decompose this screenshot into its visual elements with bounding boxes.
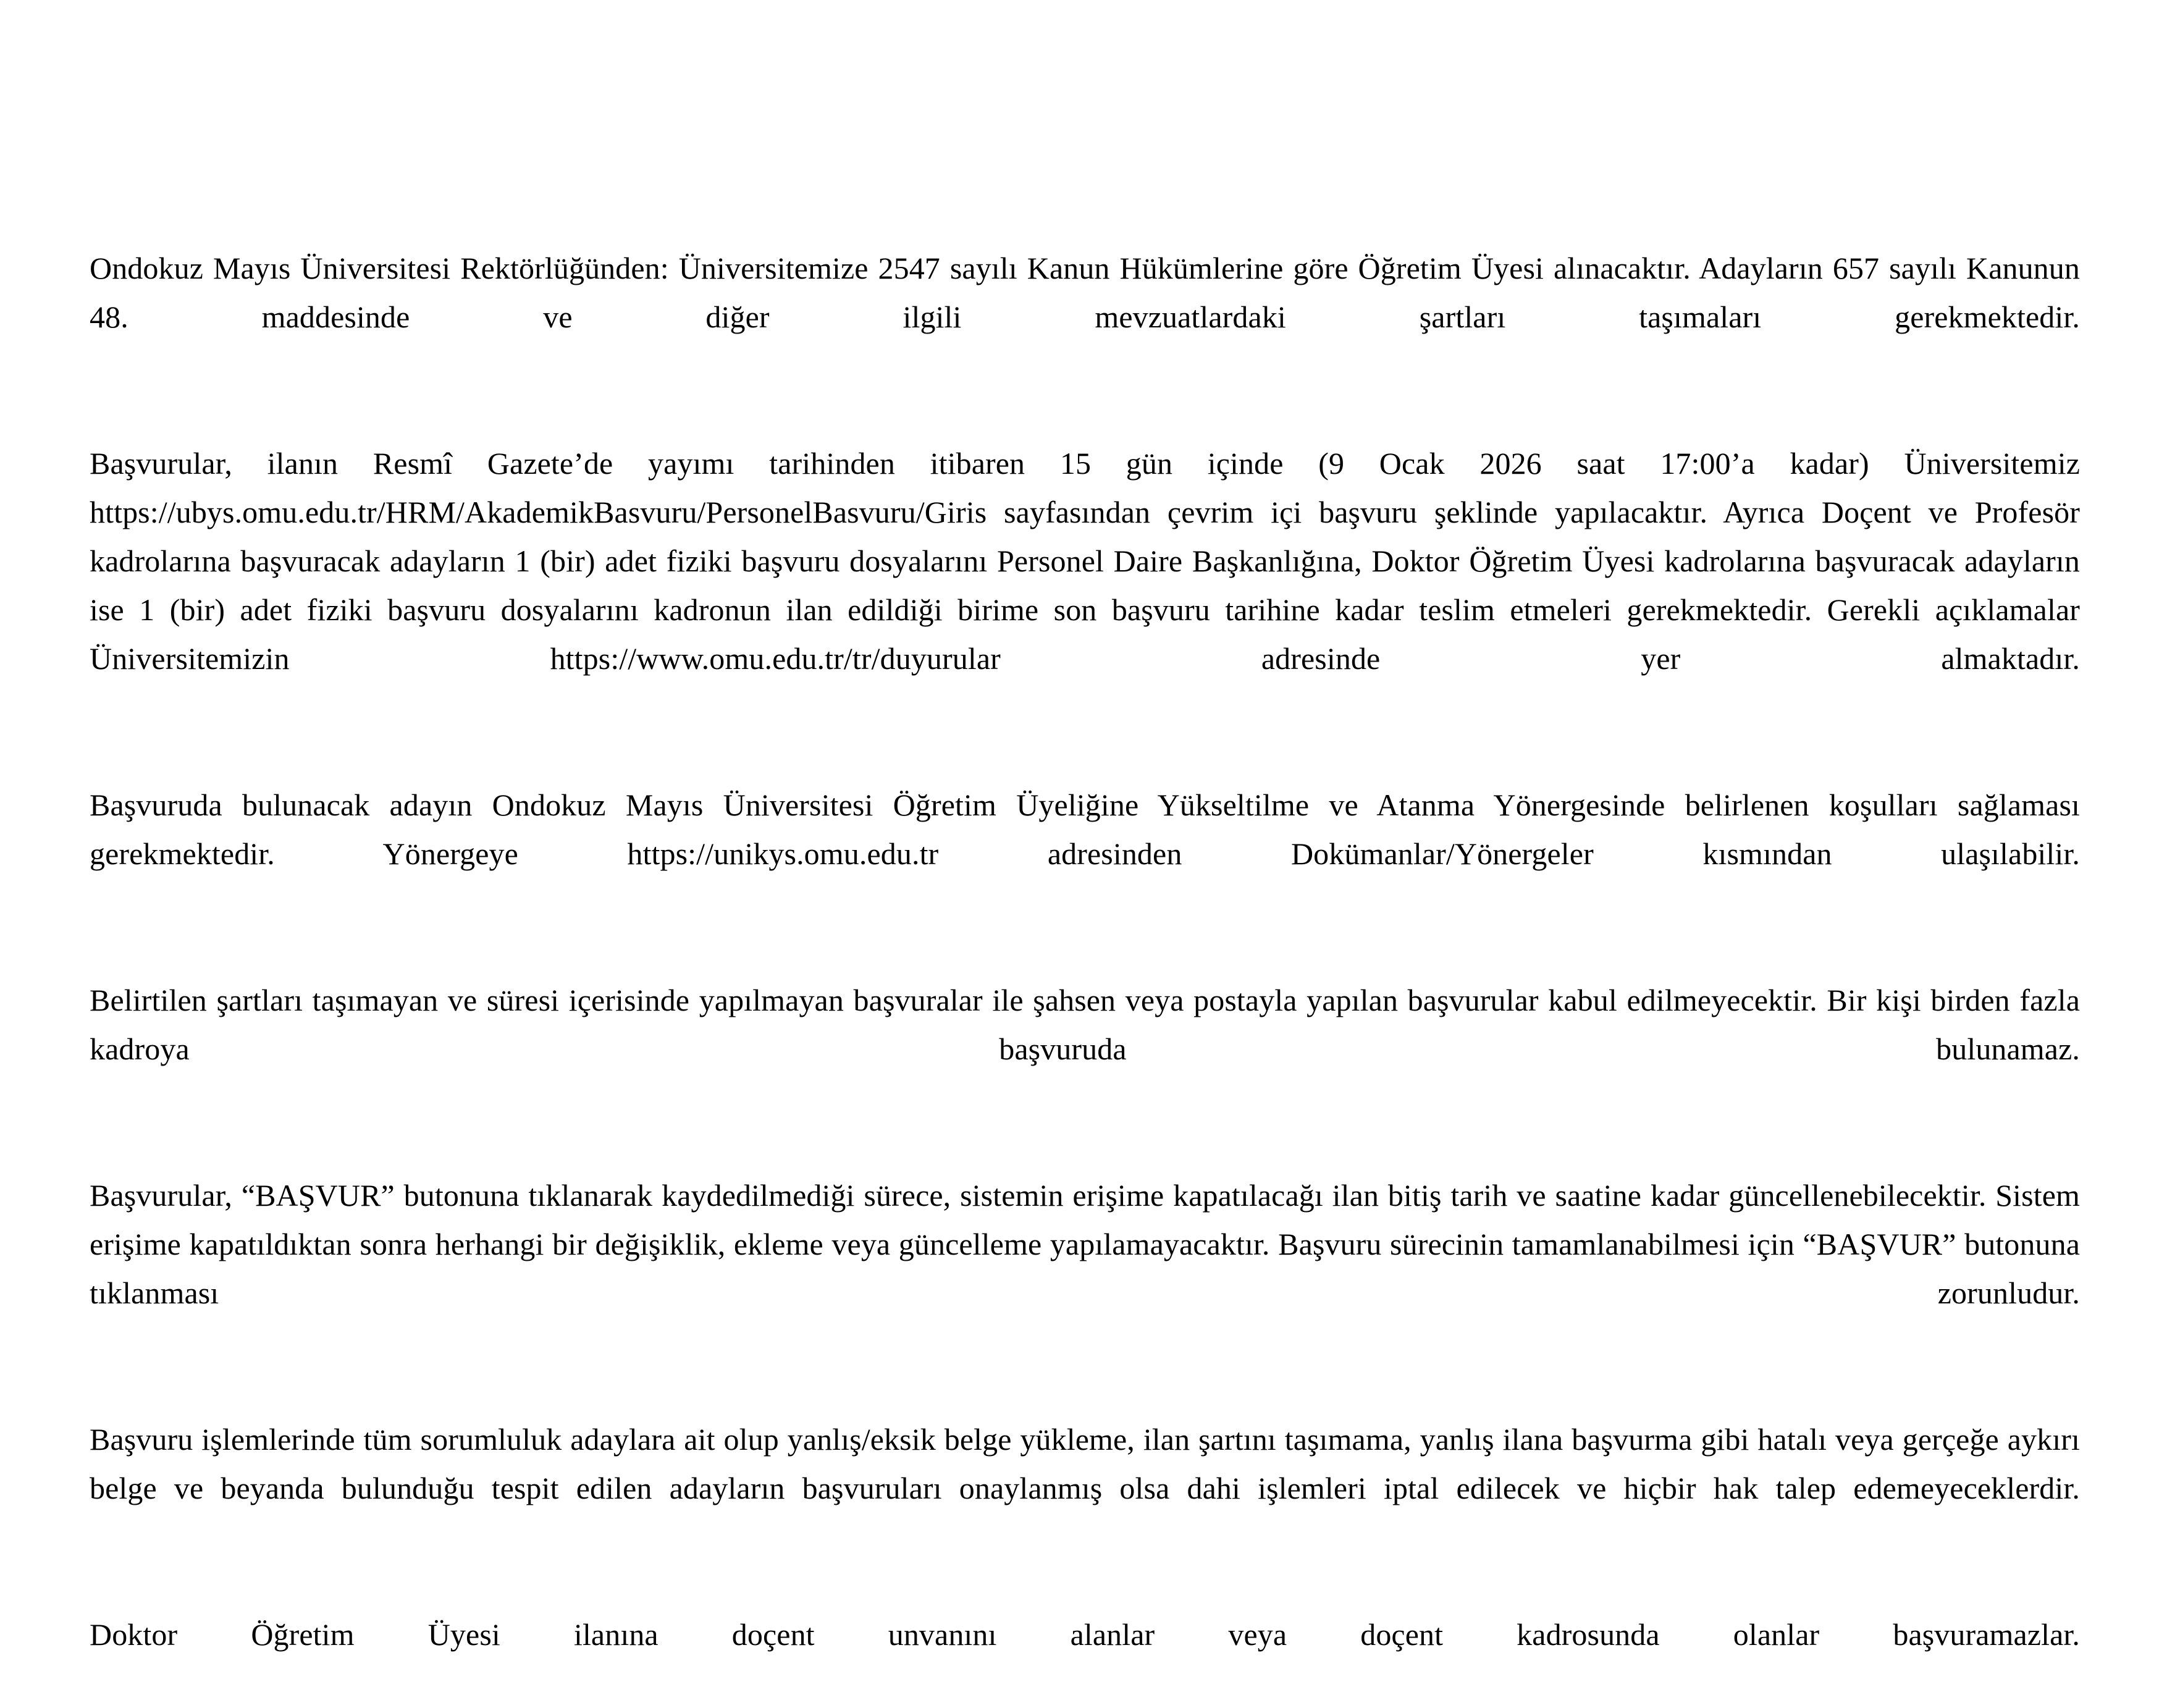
rejection-conditions-paragraph: Belirtilen şartları taşımayan ve süresi içerisinde yapılmayan başvuralar ile şahsen veya postayla yapılan başvurular kabul edilmeyecektir. Bir kişi birden fazla kadroya başvuruda bulunamaz.	[90, 983, 2080, 1066]
intro-paragraph: Ondokuz Mayıs Üniversitesi Rektörlüğünden: Üniversitemize 2547 sayılı Kanun Hükümlerine göre Öğretim Üyesi alınacaktır. Adayların 657 sayılı Kanunun 48. maddesinde ve diğer ilgili mevzuatlardaki şartları taşımaları gerekmektedir.	[90, 251, 2080, 334]
responsibility-paragraph: Başvuru işlemlerinde tüm sorumluluk adaylara ait olup yanlış/eksik belge yükleme, ilan şartını taşımama, yanlış ilana başvurma gibi hatalı veya gerçeğe aykırı belge ve beyanda bulunduğu tespit edilen adayların başvuruları onaylanmış olsa dahi işlemleri iptal edilecek ve hiçbir hak talep edemeyeceklerdir.	[90, 1422, 2080, 1505]
associate-professor-restriction-paragraph: Doktor Öğretim Üyesi ilanına doçent unvanını alanlar veya doçent kadrosunda olanlar başvuramazlar.	[90, 1617, 2080, 1652]
directive-paragraph: Başvuruda bulunacak adayın Ondokuz Mayıs Üniversitesi Öğretim Üyeliğine Yükseltilme ve Atanma Yönergesinde belirlenen koşulları sağlaması gerekmektedir. Yönergeye https://unikys.omu.edu.tr adresinden Dokümanlar/Yönergeler kısmından ulaşılabilir.	[90, 788, 2080, 871]
document-text-body	[90, 244, 2080, 1708]
apply-button-paragraph: Başvurular, “BAŞVUR” butonuna tıklanarak kaydedilmediği sürece, sistemin erişime kapatılacağı ilan bitiş tarih ve saatine kadar güncellenebilecektir. Sistem erişime kapatıldıktan sonra herhangi bir değişiklik, ekleme veya güncelleme yapılamayacaktır. Başvuru sürecinin tamamlanabilmesi için “BAŞVUR” butonuna tıklanması zorunludur.	[90, 1178, 2080, 1310]
application-procedure-paragraph: Başvurular, ilanın Resmî Gazete’de yayımı tarihinden itibaren 15 gün içinde (9 Ocak 2026 saat 17:00’a kadar) Üniversitemiz https://ubys.omu.edu.tr/HRM/AkademikBasvuru/PersonelBasvuru/Giris sayfasından çevrim içi başvuru şeklinde yapılacaktır. Ayrıca Doçent ve Profesör kadrolarına başvuracak adayların 1 (bir) adet fiziki başvuru dosyalarını Personel Daire Başkanlığına, Doktor Öğretim Üyesi kadrolarına başvuracak adayların ise 1 (bir) adet fiziki başvuru dosyalarını kadronun ilan edildiği birime son başvuru tarihine kadar teslim etmeleri gerekmektedir. Gerekli açıklamalar Üniversitemizin https://www.omu.edu.tr/tr/duyurular adresinde yer almaktadır.	[90, 446, 2080, 676]
